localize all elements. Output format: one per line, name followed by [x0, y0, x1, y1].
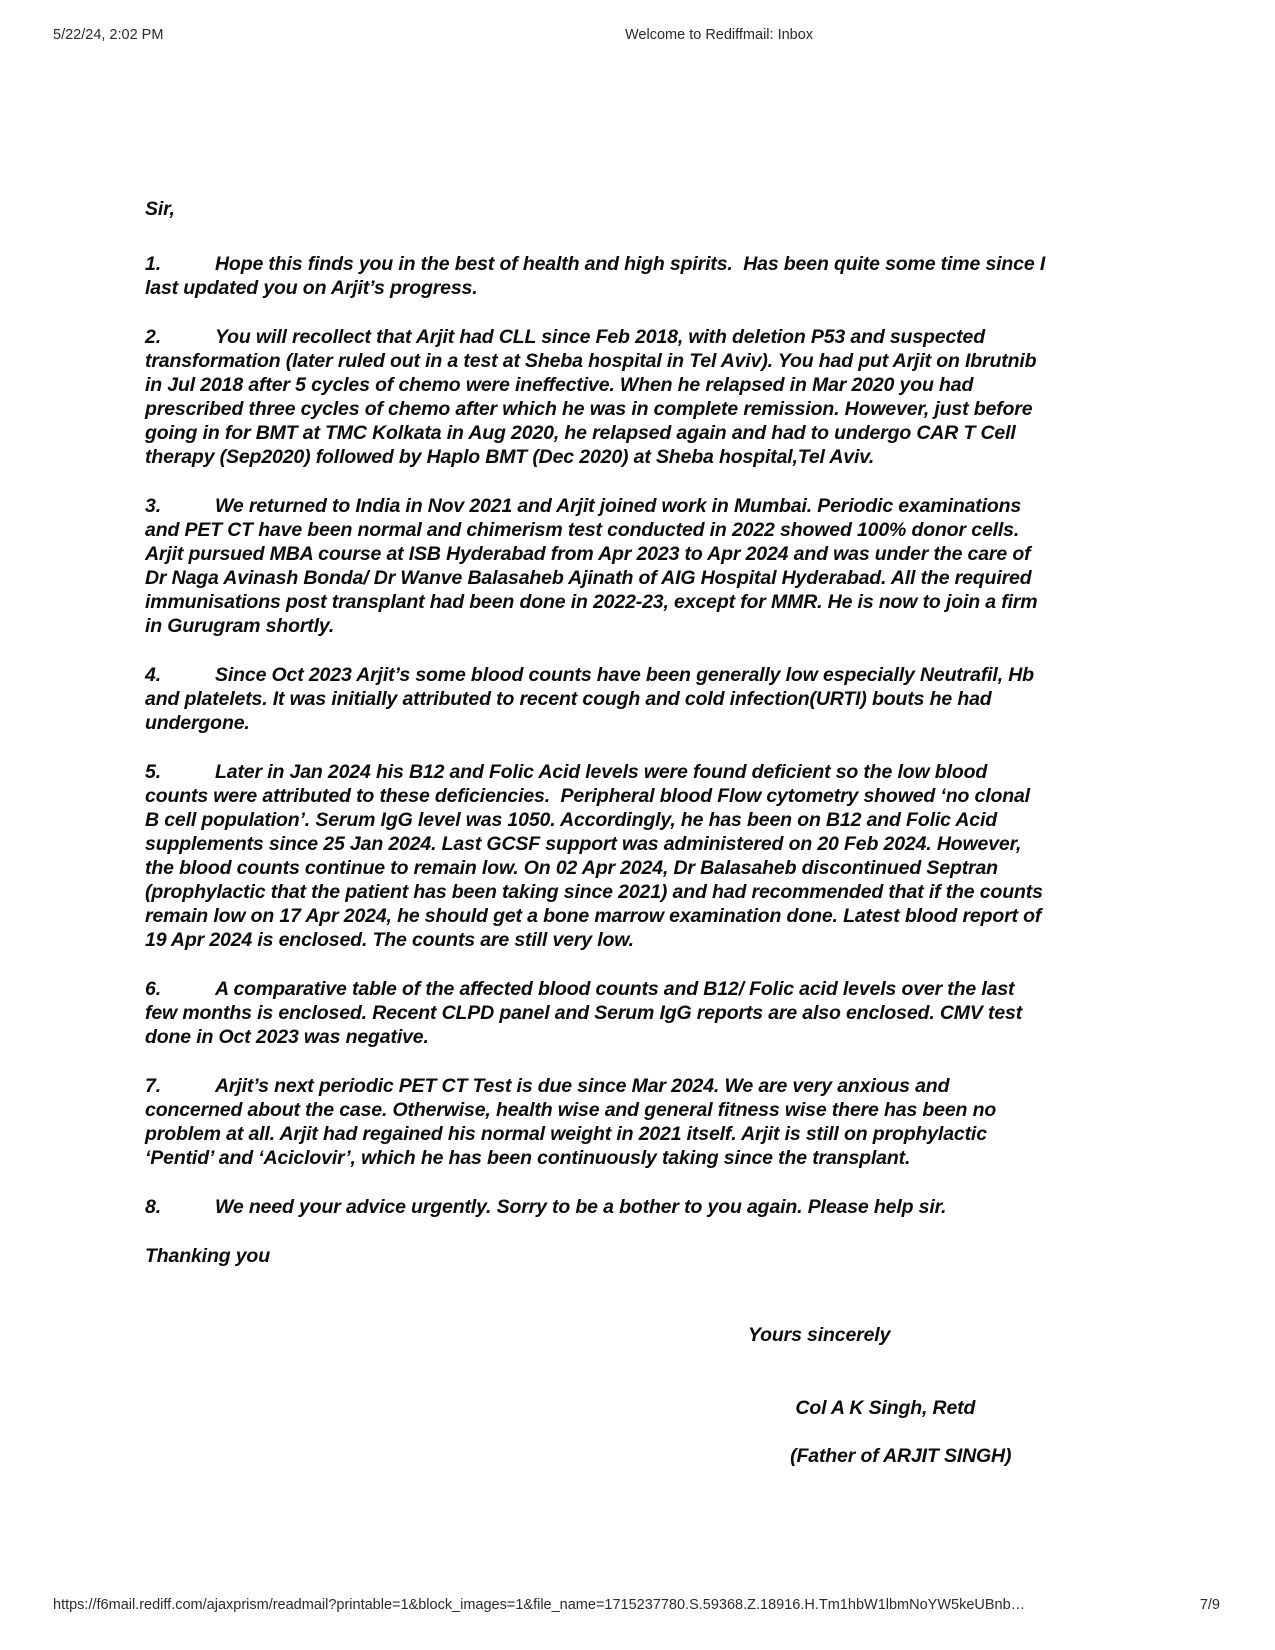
- paragraph-2: [145, 325, 1048, 469]
- paragraph-1-text: Hope this finds you in the best of health and high spirits. Has been quite some time since I last updated you on Arjit’s progress.: [145, 253, 1051, 299]
- print-footer-page-indicator: 7/9: [1199, 1597, 1220, 1613]
- valediction: Yours sincerely: [748, 1324, 891, 1346]
- paragraph-7-text: Arjit’s next periodic PET CT Test is due since Mar 2024. We are very anxious and concerned about the case. Otherwise, health wise and general fitness wise there has been no problem at all. Arjit had regained his normal weight in 2021 itself. Arjit is still on prophylactic ‘Pentid’ and ‘Aciclovir’, which he has been continuously taking since the transplant.: [145, 1075, 1002, 1169]
- paragraph-4-text: Since Oct 2023 Arjit’s some blood counts have been generally low especially Neutrafil, Hb and platelets. It was initially attributed to recent cough and cold infection(URTI) bouts he had undergone.: [145, 664, 1040, 734]
- paragraph-3-number: 3.: [145, 495, 161, 517]
- letter-body: [145, 197, 1051, 1517]
- paragraph-8: [145, 1195, 1048, 1219]
- paragraph-3-text: We returned to India in Nov 2021 and Arjit joined work in Mumbai. Periodic examinations and PET CT have been normal and chimerism test conducted in 2022 showed 100% donor cells. Arjit pursued MBA course at ISB Hyderabad from Apr 2023 to Apr 2024 and was under the care of Dr Naga Avinash Bonda/ Dr Wanve Balasaheb Ajinath of AIG Hospital Hyderabad. All the required immunisations post transplant had been done in 2022-23, except for MMR. He is now to join a firm in Gurugram shortly.: [145, 495, 1043, 637]
- paragraph-8-text: We need your advice urgently. Sorry to be a bother to you again. Please help sir.: [215, 1196, 947, 1218]
- paragraph-6: [145, 977, 1048, 1049]
- paragraph-6-text: A comparative table of the affected blood counts and B12/ Folic acid levels over the last few months is enclosed. Recent CLPD panel and Serum IgG reports are also enclosed. CMV test done in Oct 2023 was negative.: [145, 978, 1028, 1048]
- paragraph-5-number: 5.: [145, 761, 161, 783]
- paragraph-7-number: 7.: [145, 1075, 161, 1097]
- signatory: [748, 1372, 1048, 1492]
- signature-block: [748, 1323, 1048, 1492]
- print-footer-url: https://f6mail.rediff.com/ajaxprism/readmail?printable=1&block_images=1&file_name=1715237780.S.59368.Z.18916.H.Tm1hbW1lbmNoYW5keUBnb…: [53, 1597, 1026, 1613]
- paragraph-7: [145, 1074, 1048, 1170]
- closing: Thanking you: [145, 1245, 270, 1267]
- paragraph-1-number: 1.: [145, 253, 161, 275]
- paragraph-1: [145, 252, 1051, 300]
- paragraph-5: [145, 760, 1048, 952]
- paragraph-4: [145, 663, 1048, 735]
- paragraph-4-number: 4.: [145, 664, 161, 686]
- paragraph-5-text: Later in Jan 2024 his B12 and Folic Acid levels were found deficient so the low blood counts were attributed to these deficiencies. Peripheral blood Flow cytometry showed ‘no clonal B cell population’. Serum IgG level was 1050. Accordingly, he has been on B12 and Folic Acid supplements since 25 Jan 2024. Last GCSF support was administered on 20 Feb 2024. However, the blood counts continue to remain low. On 02 Apr 2024, Dr Balasaheb discontinued Septran (prophylactic that the patient has been taking since 2021) and had recommended that if the counts remain low on 17 Apr 2024, he should get a bone marrow examination done. Latest blood report of 19 Apr 2024 is enclosed. The counts are still very low.: [145, 761, 1049, 951]
- paragraph-3: [145, 494, 1048, 638]
- paragraph-6-number: 6.: [145, 978, 161, 1000]
- paragraph-2-text: You will recollect that Arjit had CLL since Feb 2018, with deletion P53 and suspected transformation (later ruled out in a test at Sheba hospital in Tel Aviv). You had put Arjit on Ibrutnib in Jul 2018 after 5 cycles of chemo were ineffective. When he relapsed in Mar 2020 you had prescribed three cycles of chemo after which he was in complete remission. However, just before going in for BMT at TMC Kolkata in Aug 2020, he relapsed again and had to undergo CAR T Cell therapy (Sep2020) followed by Haplo BMT (Dec 2020) at Sheba hospital,Tel Aviv.: [145, 326, 1042, 468]
- print-header-datetime: 5/22/24, 2:02 PM: [53, 27, 164, 43]
- paragraph-2-number: 2.: [145, 326, 161, 348]
- print-header-title: Welcome to Rediffmail: Inbox: [625, 27, 814, 43]
- paragraph-8-number: 8.: [145, 1196, 161, 1218]
- salutation: Sir,: [145, 198, 175, 220]
- signatory-relation: (Father of ARJIT SINGH): [790, 1445, 1012, 1467]
- signatory-name: Col A K Singh, Retd: [790, 1397, 976, 1419]
